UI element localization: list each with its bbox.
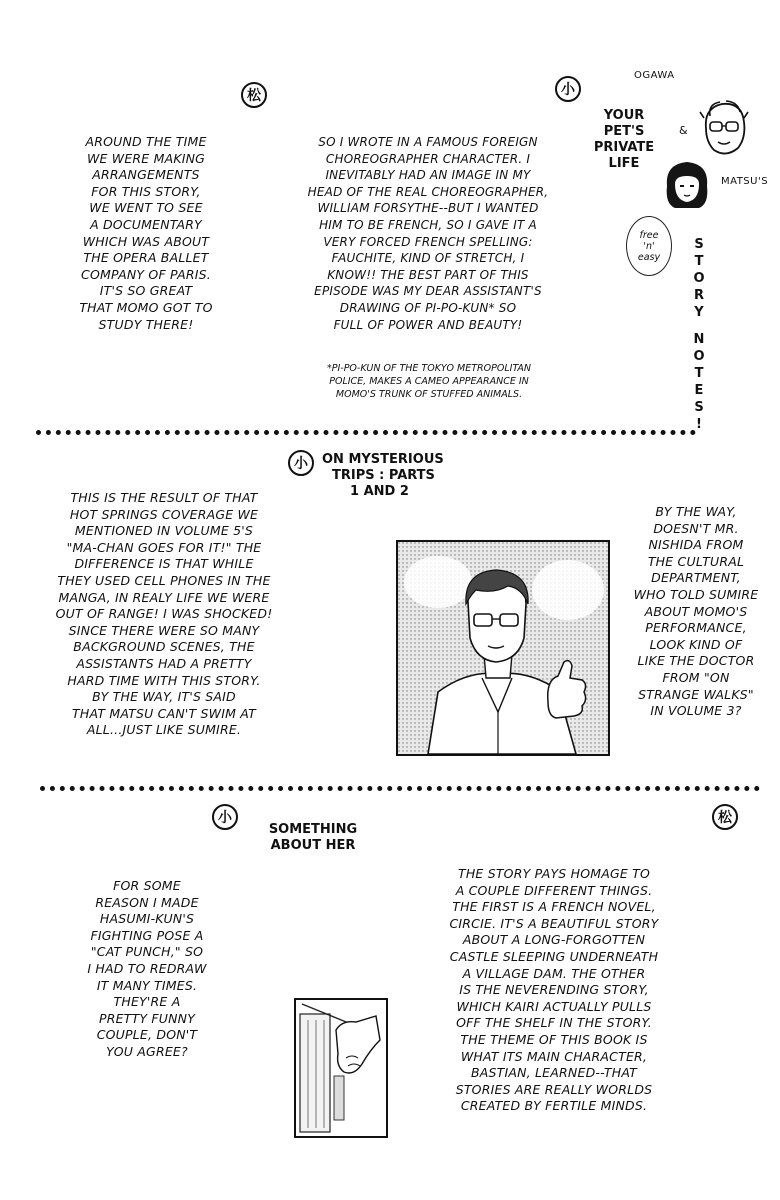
section2-left-note: THIS IS THE RESULT OF THAT HOT SPRINGS COVERAGE WE MENTIONED IN VOLUME 5'S "MA-CHAN GOES FOR IT!" THE DIFFERENCE IS THAT WHILE THEY USED CELL PHONES IN THE MANGA, IN REALY LIFE WE WERE OUT OF RANGE! I WAS SHOCKED! SINCE THERE WERE SO MANY BACKGROUND SCENES, THE ASSISTANTS HAD A PRETTY HARD TIME WITH THIS STORY. BY THE WAY, IT'S SAID THAT MATSU CAN'T SWIM AT ALL...JUST LIKE SUMIRE.: [55, 490, 273, 738]
story-notes-vertical-title: S T O R Y N O T E S !: [693, 237, 705, 432]
free-n-easy-bubble: free 'n' easy: [626, 216, 672, 276]
matsu-stamp-icon: 松: [712, 804, 738, 830]
ogawa-stamp-icon: 小: [288, 450, 314, 476]
section1-right-note: SO I WROTE IN A FAMOUS FOREIGN CHOREOGRAPHER CHARACTER. I INEVITABLY HAD AN IMAGE IN MY HEAD OF THE REAL CHOREOGRAPHER, WILLIAM FORSYTHE--BUT I WANTED HIM TO BE FRENCH, SO I GAVE IT A VERY FORCED FRENCH SPELLING: FAUCHITE, KIND OF STRETCH, I KNOW!! THE BEST PART OF THIS EPISODE WAS MY DEAR ASSISTANT'S DRAWING OF PI-PO-KUN* SO FULL OF POWER AND BEAUTY!: [307, 135, 549, 332]
divider-2: [40, 786, 760, 791]
nishida-manga-panel: [396, 540, 610, 756]
ampersand: &: [679, 124, 688, 137]
section1-left-note: AROUND THE TIME WE WERE MAKING ARRANGEMENTS FOR THIS STORY, WE WENT TO SEE A DOCUMENTARY WHICH WAS ABOUT THE OPERA BALLET COMPANY OF PARIS. IT'S SO GREAT THAT MOMO GOT TO STUDY THERE!: [79, 134, 213, 332]
ogawa-face-icon: [696, 98, 752, 160]
section1-footnote: *PI-PO-KUN OF THE TOKYO METROPOLITAN POLICE, MAKES A CAMEO APPEARANCE IN MOMO'S TRUNK OF STUFFED ANIMALS.: [327, 363, 531, 400]
section3-right-note: THE STORY PAYS HOMAGE TO A COUPLE DIFFERENT THINGS. THE FIRST IS A FRENCH NOVEL, CIRCIE. IT'S A BEAUTIFUL STORY ABOUT A LONG-FORGOTTEN CASTLE SLEEPING UNDERNEATH A VILLAGE DAM. THE OTHER IS THE NEVERENDING STORY, WHICH KAIRI ACTUALLY PULLS OFF THE SHELF IN THE STORY. THE THEME OF THIS BOOK IS WHAT ITS MAIN CHARACTER, BASTIAN, LEARNED--THAT STORIES ARE REALLY WORLDS CREATED BY FERTILE MINDS.: [449, 866, 659, 1114]
ogawa-stamp-icon: 小: [555, 76, 581, 102]
ogawa-label: OGAWA: [634, 70, 675, 81]
nishida-illustration: [398, 542, 608, 754]
hand-bookshelf-illustration: [296, 1000, 386, 1136]
section3-title: SOMETHING ABOUT HER: [268, 822, 358, 853]
section2-right-note: BY THE WAY, DOESN'T MR. NISHIDA FROM THE CULTURAL DEPARTMENT, WHO TOLD SUMIRE ABOUT MOMO'S PERFORMANCE, LOOK KIND OF LIKE THE DOCTOR FROM "ON STRANGE WALKS" IN VOLUME 3?: [633, 504, 759, 719]
matsu-label: MATSU'S: [721, 176, 769, 187]
matsu-stamp-icon: 松: [241, 82, 267, 108]
matsu-face-icon: [659, 156, 715, 212]
cat-punch-manga-panel: [294, 998, 388, 1138]
section2-title: ON MYSTERIOUS TRIPS : PARTS 1 AND 2: [322, 452, 444, 499]
divider-1: [36, 430, 696, 435]
section3-left-note: FOR SOME REASON I MADE HASUMI-KUN'S FIGHTING POSE A "CAT PUNCH," SO I HAD TO REDRAW IT MANY TIMES. THEY'RE A PRETTY FUNNY COUPLE, DON'T YOU AGREE?: [87, 878, 207, 1059]
ogawa-stamp-icon: 小: [212, 804, 238, 830]
header-title: YOUR PET'S PRIVATE LIFE: [593, 108, 655, 171]
